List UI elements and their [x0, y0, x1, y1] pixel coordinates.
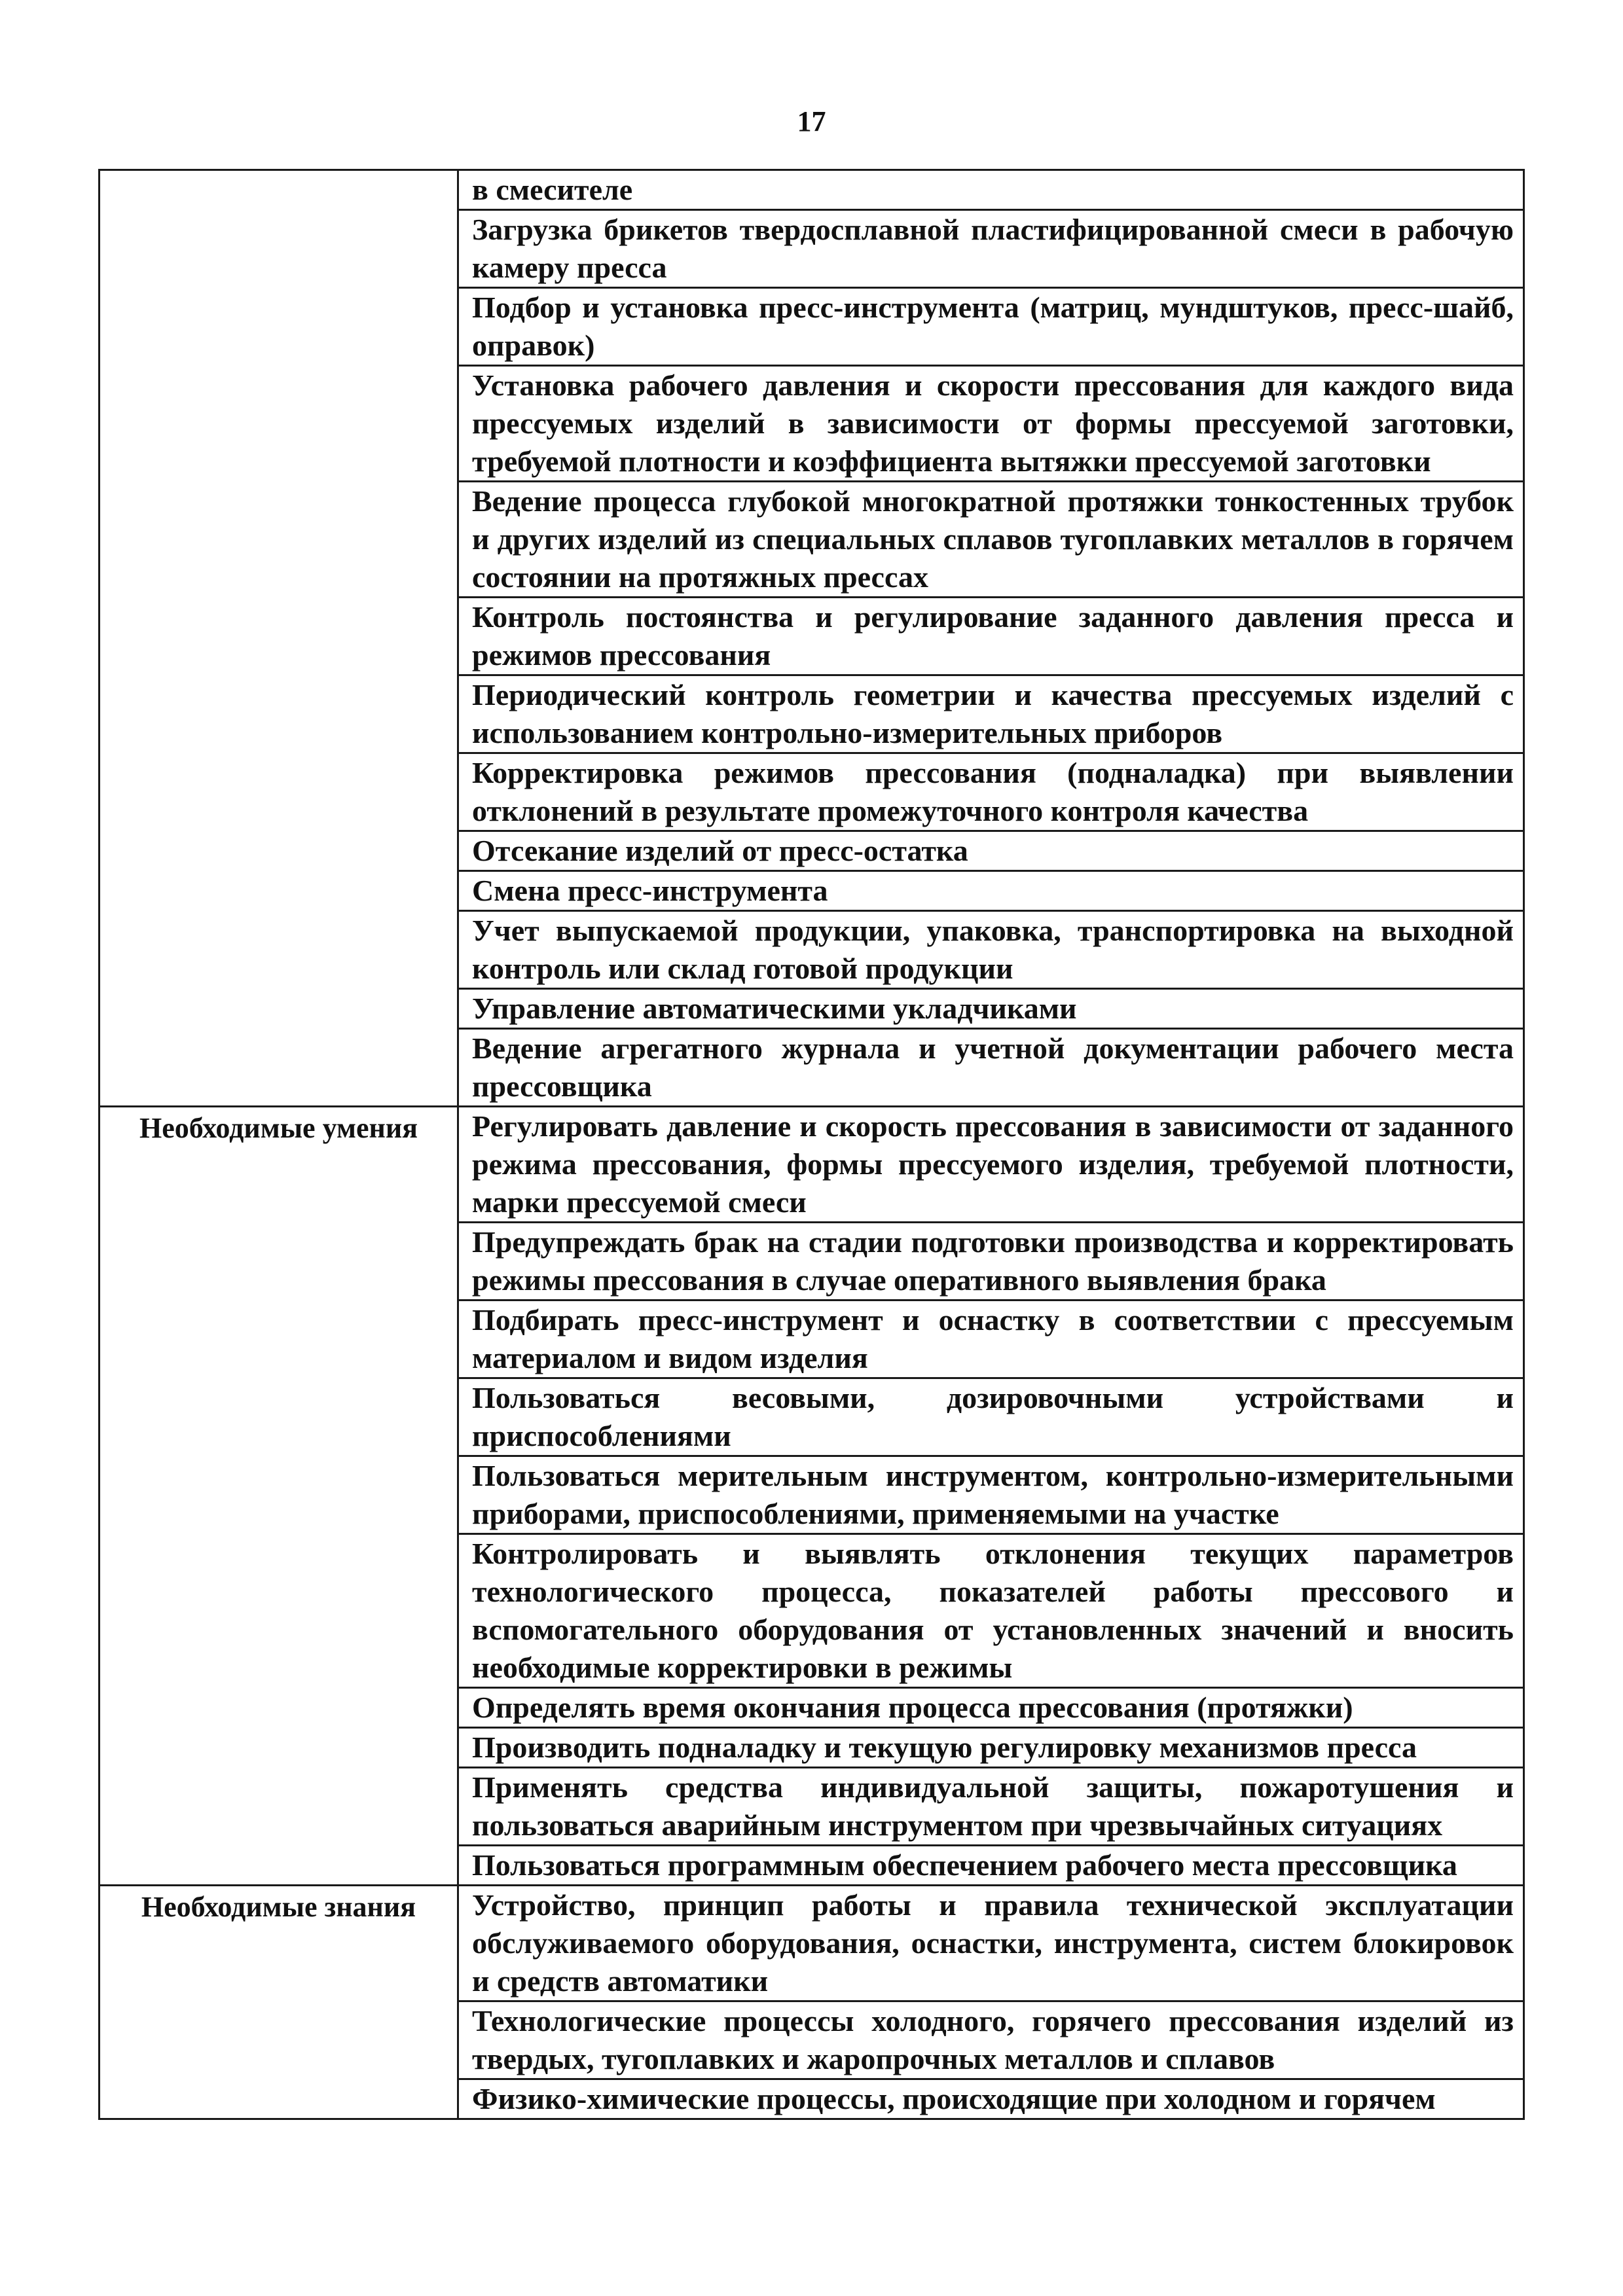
- page-number: 17: [797, 105, 826, 137]
- competency-table: [98, 169, 1525, 2120]
- list-item: Предупреждать брак на стадии подготовки производства и корректировать режимы прессования в случае оперативного выявления брака: [459, 1223, 1523, 1301]
- list-item: Пользоваться программным обеспечением рабочего места прессовщика: [472, 1848, 1457, 1882]
- category-label: [100, 171, 457, 176]
- items-cell: [458, 1886, 1524, 2119]
- list-item: Смена пресс-инструмента: [459, 872, 1523, 912]
- list-item: Ведение агрегатного журнала и учетной документации рабочего места прессовщика: [472, 1031, 1514, 1103]
- table-row-knowledge: [100, 1886, 1524, 2119]
- table-row-skills: [100, 1107, 1524, 1886]
- list-item: Периодический контроль геометрии и качества прессуемых изделий с использованием контрольно-измерительных приборов: [459, 676, 1523, 754]
- list-item: Отсекание изделий от пресс-остатка: [459, 832, 1523, 872]
- list-item: Пользоваться весовыми, дозировочными устройствами и приспособлениями: [459, 1379, 1523, 1457]
- list-item: Подбирать пресс-инструмент и оснастку в соответствии с прессуемым материалом и видом изделия: [459, 1301, 1523, 1379]
- category-cell: [100, 170, 458, 1107]
- list-item: Загрузка брикетов твердосплавной пластифицированной смеси в рабочую камеру пресса: [459, 211, 1523, 289]
- list-item: Подбор и установка пресс-инструмента (матриц, мундштуков, пресс-шайб, оправок): [459, 289, 1523, 367]
- list-item: Пользоваться мерительным инструментом, контрольно-измерительными приборами, приспособлениями, применяемыми на участке: [459, 1457, 1523, 1535]
- table-row-labor-actions: [100, 170, 1524, 1107]
- items-cell: [458, 1107, 1524, 1886]
- list-item: Производить подналадку и текущую регулировку механизмов пресса: [459, 1729, 1523, 1768]
- category-cell: [100, 1107, 458, 1886]
- list-item: Физико-химические процессы, происходящие при холодном и горячем: [472, 2082, 1436, 2115]
- list-item: Контролировать и выявлять отклонения текущих параметров технологического процесса, показателей работы прессового и вспомогательного оборудования от установленных значений и вносить необходимые корректировки в режимы: [459, 1535, 1523, 1689]
- list-item: в смесителе: [459, 171, 1523, 211]
- list-item: Контроль постоянства и регулирование заданного давления пресса и режимов прессования: [459, 598, 1523, 676]
- list-item: Установка рабочего давления и скорости прессования для каждого вида прессуемых изделий в зависимости от формы прессуемой заготовки, требуемой плотности и коэффициента вытяжки прессуемой заготовки: [459, 367, 1523, 482]
- list-item: Учет выпускаемой продукции, упаковка, транспортировка на выходной контроль или склад готовой продукции: [459, 912, 1523, 990]
- category-label: Необходимые знания: [141, 1891, 416, 1923]
- list-item: Применять средства индивидуальной защиты, пожаротушения и пользоваться аварийным инструментом при чрезвычайных ситуациях: [459, 1768, 1523, 1846]
- list-item: Устройство, принцип работы и правила технической эксплуатации обслуживаемого оборудования, оснастки, инструмента, систем блокировок и средств автоматики: [459, 1886, 1523, 2002]
- list-item: Определять время окончания процесса прессования (протяжки): [459, 1689, 1523, 1729]
- items-cell: [458, 170, 1524, 1107]
- list-item: Управление автоматическими укладчиками: [459, 990, 1523, 1030]
- list-item: Технологические процессы холодного, горячего прессования изделий из твердых, тугоплавких и жаропрочных металлов и сплавов: [459, 2002, 1523, 2080]
- category-cell: [100, 1886, 458, 2119]
- category-label: Необходимые умения: [139, 1112, 418, 1144]
- list-item: Ведение процесса глубокой многократной протяжки тонкостенных трубок и других изделий из специальных сплавов тугоплавких металлов в горячем состоянии на протяжных прессах: [459, 482, 1523, 598]
- list-item: Корректировка режимов прессования (подналадка) при выявлении отклонений в результате промежуточного контроля качества: [459, 754, 1523, 832]
- list-item: Регулировать давление и скорость прессования в зависимости от заданного режима прессования, формы прессуемого изделия, требуемой плотности, марки прессуемой смеси: [459, 1107, 1523, 1223]
